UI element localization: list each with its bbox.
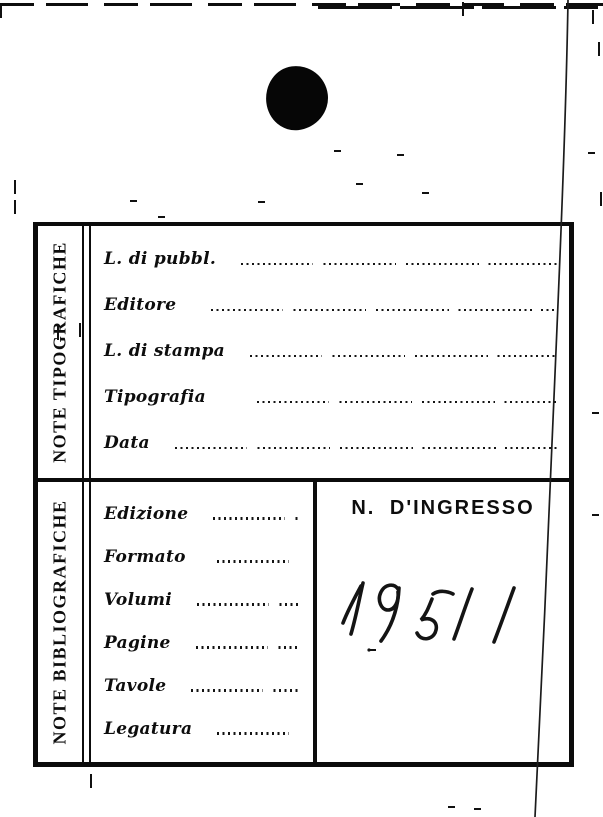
field-row xyxy=(104,295,557,315)
field-row xyxy=(104,676,299,696)
field-row xyxy=(104,387,557,407)
top-edge-dashed-line-overlay xyxy=(318,6,598,9)
field-label: Editore xyxy=(104,295,177,315)
dotted-leader xyxy=(230,263,557,266)
field-label: Volumi xyxy=(104,589,173,610)
dotted-leader xyxy=(206,732,299,735)
field-row xyxy=(104,633,299,653)
dotted-leader xyxy=(206,560,299,563)
field-list xyxy=(91,482,313,762)
field-label: Edizione xyxy=(104,503,189,524)
double-rule-divider xyxy=(82,482,91,762)
scan-noise-specks-horizontal xyxy=(334,150,341,152)
field-list xyxy=(91,226,569,478)
side-label-column xyxy=(38,482,82,762)
ingresso-label: N. D'INGRESSO xyxy=(351,497,535,519)
catalog-table xyxy=(33,222,574,767)
ink-stamp-blob xyxy=(262,62,331,133)
field-label: Legatura xyxy=(104,718,193,739)
section-typographic-notes xyxy=(38,226,569,478)
dotted-leader xyxy=(202,517,299,520)
field-row xyxy=(104,547,299,567)
field-label: L. di stampa xyxy=(104,341,225,361)
field-label: Tavole xyxy=(104,675,167,696)
field-row xyxy=(104,249,557,269)
field-row xyxy=(104,590,299,610)
field-row xyxy=(104,341,557,361)
scan-noise-specks-vertical xyxy=(0,4,2,18)
dotted-leader xyxy=(185,646,299,649)
field-label: Pagine xyxy=(104,632,171,653)
dotted-leader xyxy=(246,401,557,404)
field-label: L. di pubbl. xyxy=(104,249,217,269)
section-bibliographic-notes xyxy=(38,482,569,762)
ingresso-number-value xyxy=(317,520,318,521)
dotted-leader xyxy=(186,603,299,606)
field-row xyxy=(104,719,299,739)
field-label: Data xyxy=(104,433,150,453)
side-label-column xyxy=(38,226,82,478)
double-rule-divider xyxy=(82,226,91,478)
field-label: Tipografia xyxy=(104,387,206,407)
dotted-leader xyxy=(164,447,557,450)
side-label-text: NOTE BIBLIOGRAFICHE xyxy=(49,499,70,745)
field-label: Formato xyxy=(104,546,186,567)
side-label-text: NOTE TIPOGRAFICHE xyxy=(49,241,70,463)
ingresso-box xyxy=(317,482,569,762)
field-row xyxy=(104,504,299,524)
dotted-leader xyxy=(239,355,557,358)
dotted-leader xyxy=(180,689,299,692)
dotted-leader xyxy=(200,309,557,312)
field-row xyxy=(104,433,557,453)
ingresso-number-handwriting xyxy=(317,538,569,668)
